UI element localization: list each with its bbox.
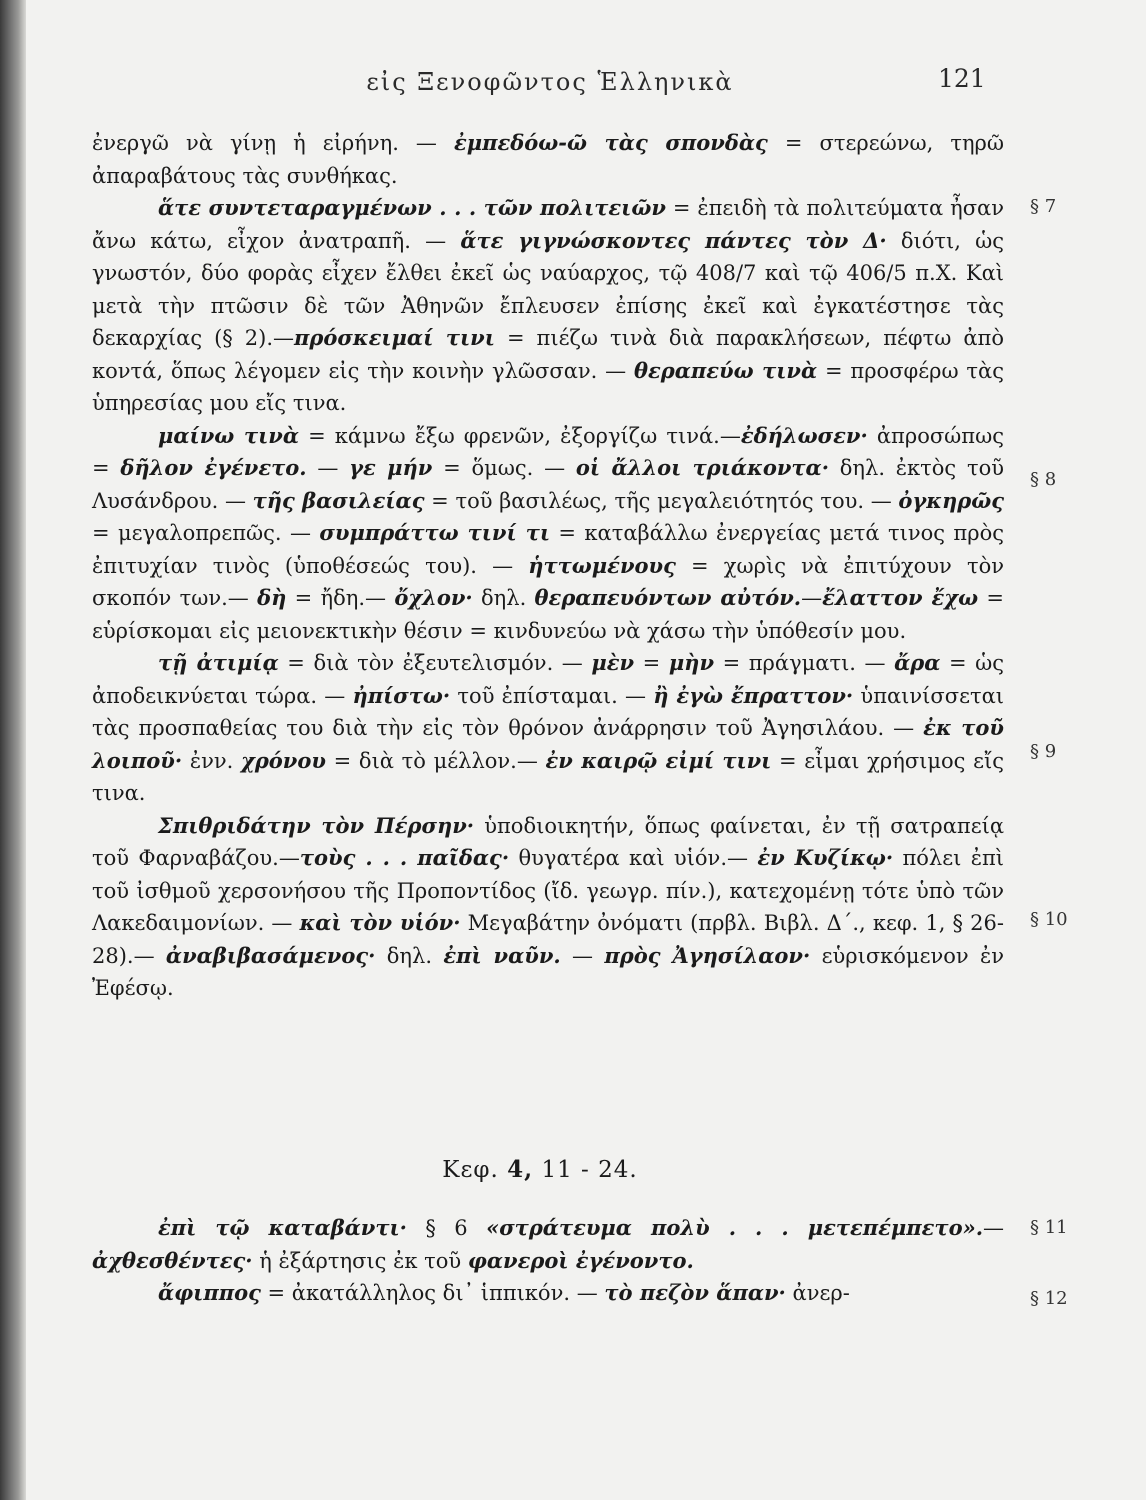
gloss-text: δηλ. ἐκτὸς τοῦ Λυσάνδρου. — — [92, 456, 1004, 513]
section-marker: § 8 — [1030, 469, 1057, 490]
gloss-text: § 6 — [406, 1216, 487, 1240]
gloss-text: = εὑρίσκομαι εἰς μειονεκτικὴν θέσιν = κινδυνεύω νὰ χάσω τὴν ὑπόθεσίν μου. — [92, 586, 1004, 643]
gloss-text: — — [801, 586, 823, 610]
lemma: δῆλον ἐγένετο. — [120, 455, 307, 480]
gloss-text: ἐνν. — [182, 748, 242, 773]
lemma: μαίνω τινὰ — [158, 422, 300, 448]
lemma: γε μήν — [349, 455, 433, 480]
gloss-text: = κάμνω ἔξω φρενῶν, ἐξοργίζω τινά.— — [299, 423, 741, 448]
lemma: ἐκ τοῦ λοιποῦ· — [92, 715, 1004, 773]
paragraph — [92, 1212, 1004, 1277]
gloss-text: ὑπαινίσσεται τὰς προσπαθείας του διὰ τὴν εἰς τὸν θρόνον ἀνάρρησιν τοῦ Ἀγησιλάου. — — [92, 683, 1004, 740]
lemma: θεραπεύω τινὰ — [634, 357, 818, 383]
running-header-title: εἰς Ξενοφῶντος Ἑλληνικὰ — [366, 68, 734, 96]
paragraph — [92, 647, 1004, 810]
lemma: ἅτε γιγνώσκοντες πάντες τὸν Δ· — [460, 227, 887, 253]
section-marker: § 12 — [1030, 1288, 1068, 1309]
lemma: χρόνου — [241, 747, 326, 773]
section-marker: § 7 — [1030, 196, 1057, 217]
lemma: ἐδήλωσεν· — [740, 422, 868, 448]
paragraph — [92, 420, 1004, 648]
lemma: πρόσκειμαί τινι — [294, 325, 495, 350]
gloss-text: = — [634, 651, 669, 675]
gloss-text: = χωρὶς νὰ ἐπιτύχουν τὸν σκοπόν των.— — [92, 553, 1004, 610]
lemma: καὶ τὸν υἱόν· — [299, 910, 461, 935]
gloss-text: εὑρισκόμενον ἐν Ἐφέσῳ. — [92, 943, 1004, 1000]
lemma: τοὺς . . . παῖδας· — [299, 845, 510, 870]
lemma: τῆς βασιλείας — [252, 487, 425, 513]
gloss-text: τοῦ ἐπίσταμαι. — — [450, 683, 654, 708]
gloss-text: = εἶμαι χρήσιμος εἴς τινα. — [92, 748, 1005, 805]
lemma: οἱ ἄλλοι τριάκοντα· — [575, 455, 830, 480]
gloss-text: θυγατέρα καὶ υἱόν.— — [509, 846, 758, 870]
chapter-number: 4, — [507, 1156, 534, 1183]
gloss-text: = μεγαλοπρεπῶς. — — [92, 521, 320, 545]
gloss-text: — — [306, 456, 350, 480]
lemma: συμπράττω τινί τι — [319, 520, 550, 545]
gloss-text: ὑποδιοικητήν, ὅπως φαίνεται, ἐν τῇ σατραπείᾳ τοῦ Φαρναβάζου.— — [92, 813, 1004, 870]
lemma: ἀχθεσθέντες· — [92, 1247, 253, 1273]
lemma: πρὸς Ἀγησίλαον· — [604, 942, 811, 968]
lemma: δὴ — [257, 585, 287, 610]
gloss-text: ἡ ἐξάρτησις ἐκ τοῦ — [252, 1248, 468, 1273]
gloss-text: δηλ. — [375, 943, 444, 968]
lemma: τῇ ἀτιμίᾳ — [158, 650, 279, 675]
gloss-text: = διὰ τὸν ἐξευτελισμόν. — — [278, 651, 592, 675]
lemma: ἄφιππος — [158, 1280, 261, 1305]
paragraph — [92, 192, 1004, 420]
lemma: ὄχλον· — [394, 585, 473, 610]
gloss-text: = στερεώνω, τηρῶ ἀπαραβάτους τὰς συνθήκας. — [92, 131, 1004, 188]
lemma: ἔλαττον ἔχω — [822, 585, 979, 610]
chapter-prefix: Κεφ. — [442, 1157, 499, 1183]
gloss-text: ἐνεργῶ νὰ γίνῃ ἡ εἰρήνη. — — [92, 131, 454, 155]
lemma: ἠπίστω· — [352, 682, 451, 708]
lemma: Σπιθριδάτην τὸν Πέρσην· — [158, 812, 475, 838]
gloss-text: = ὅμως. — — [432, 456, 576, 480]
lemma: ἐν καιρῷ εἰμί τινι — [545, 747, 772, 773]
paragraph — [92, 1277, 1004, 1310]
section-marker: § 10 — [1030, 909, 1068, 930]
gloss-text: — — [560, 943, 605, 968]
gloss-text: πόλει ἐπὶ τοῦ ἰσθμοῦ χερσονήσου τῆς Προποντίδος (ἴδ. γεωγρ. πίν.), κατεχομένῃ τότε ὑπὸ τῶν Λακεδαιμονίων. — — [92, 846, 1004, 935]
lemma: μὲν — [591, 650, 635, 675]
gloss-text: = πιέζω τινὰ διὰ παρακλήσεων, πέφτω ἀπὸ κοντά, ὅπως λέγομεν εἰς τὴν κοινὴν γλῶσσαν. — — [92, 326, 1004, 383]
gloss-text: διότι, ὡς γνωστόν, δύο φορὰς εἶχεν ἔλθει ἐκεῖ ὡς ναύαρχος, τῷ 408/7 καὶ τῷ 406/5 π.Χ. Καὶ μετὰ τὴν πτῶσιν δὲ τῶν Ἀθηνῶν ἔπλευσεν ἐπίσης ἐκεῖ καὶ ἐγκατέστησε τὰς δεκαρχίας (§ 2).— — [92, 228, 1004, 350]
chapter-range: 11 - 24. — [541, 1157, 638, 1183]
lemma: ἅτε συντεταραγμένων . . . τῶν πολιτειῶν — [158, 195, 666, 220]
lemma: ἐπὶ ναῦν. — [443, 942, 561, 968]
lemma: ἡττωμένους — [528, 552, 676, 578]
commentary-block-1 — [92, 127, 1004, 1005]
gloss-text: = διὰ τὸ μέλλον.— — [325, 748, 546, 773]
lemma: φανεροὶ ἐγένοντο. — [467, 1247, 694, 1273]
gloss-text: = ἐπειδὴ τὰ πολιτεύματα ἦσαν ἄνω κάτω, εἶχον ἀνατραπῆ. — — [92, 196, 1004, 253]
commentary-block-2 — [92, 1212, 1004, 1310]
gloss-text: = τοῦ βασιλέως, τῆς μεγαλειότητός του. — — [424, 488, 899, 513]
gloss-text: ἀπροσώπως = — [92, 423, 1004, 480]
lemma: ἢ ἐγὼ ἔπραττον· — [653, 682, 854, 708]
section-marker: § 9 — [1030, 741, 1057, 762]
paragraph — [92, 127, 1004, 192]
lemma: τὸ πεζὸν ἅπαν· — [604, 1280, 786, 1305]
gloss-text: ἀνερ- — [785, 1281, 850, 1305]
gloss-text: = ἀκατάλληλος δι᾽ ἱππικόν. — — [260, 1281, 605, 1305]
gloss-text: = πράγματι. — — [714, 651, 895, 675]
gloss-text: — — [983, 1216, 1005, 1240]
gloss-text: = καταβάλλω ἐνεργείας μετά τινος πρὸς ἐπιτυχίαν τινὸς (ὑποθέσεώς του). — — [92, 521, 1004, 578]
lemma: ὀγκηρῶς — [898, 487, 1005, 513]
section-marker: § 11 — [1030, 1217, 1068, 1238]
gloss-text: Μεγαβάτην ὀνόματι (πρβλ. Βιβλ. Δ΄., κεφ. 1, § 26-28).— — [92, 911, 1004, 968]
book-spine-shadow — [0, 0, 26, 1500]
gloss-text: δηλ. — [472, 586, 535, 610]
lemma: ἄρα — [894, 650, 941, 675]
chapter-heading — [300, 1156, 780, 1183]
paragraph — [92, 810, 1004, 1005]
gloss-text: = ὡς ἀποδεικνύεται τώρα. — — [92, 651, 1004, 708]
lemma: ἐμπεδόω-ῶ τὰς σπονδὰς — [453, 130, 768, 155]
lemma: μὴν — [668, 650, 715, 675]
page-number: 121 — [938, 64, 986, 93]
gloss-text: = ἤδη.— — [286, 586, 395, 610]
lemma: «στράτευμα πολὺ . . . μετεπέμπετο». — [486, 1215, 984, 1240]
lemma: ἐπὶ τῷ καταβάντι· — [158, 1215, 407, 1240]
lemma: ἐν Κυζίκῳ· — [757, 845, 894, 870]
lemma: θεραπευόντων αὐτόν. — [534, 585, 802, 610]
lemma: ἀναβιβασάμενος· — [165, 942, 376, 968]
gloss-text: = προσφέρω τὰς ὑπηρεσίας μου εἴς τινα. — [92, 358, 1004, 415]
